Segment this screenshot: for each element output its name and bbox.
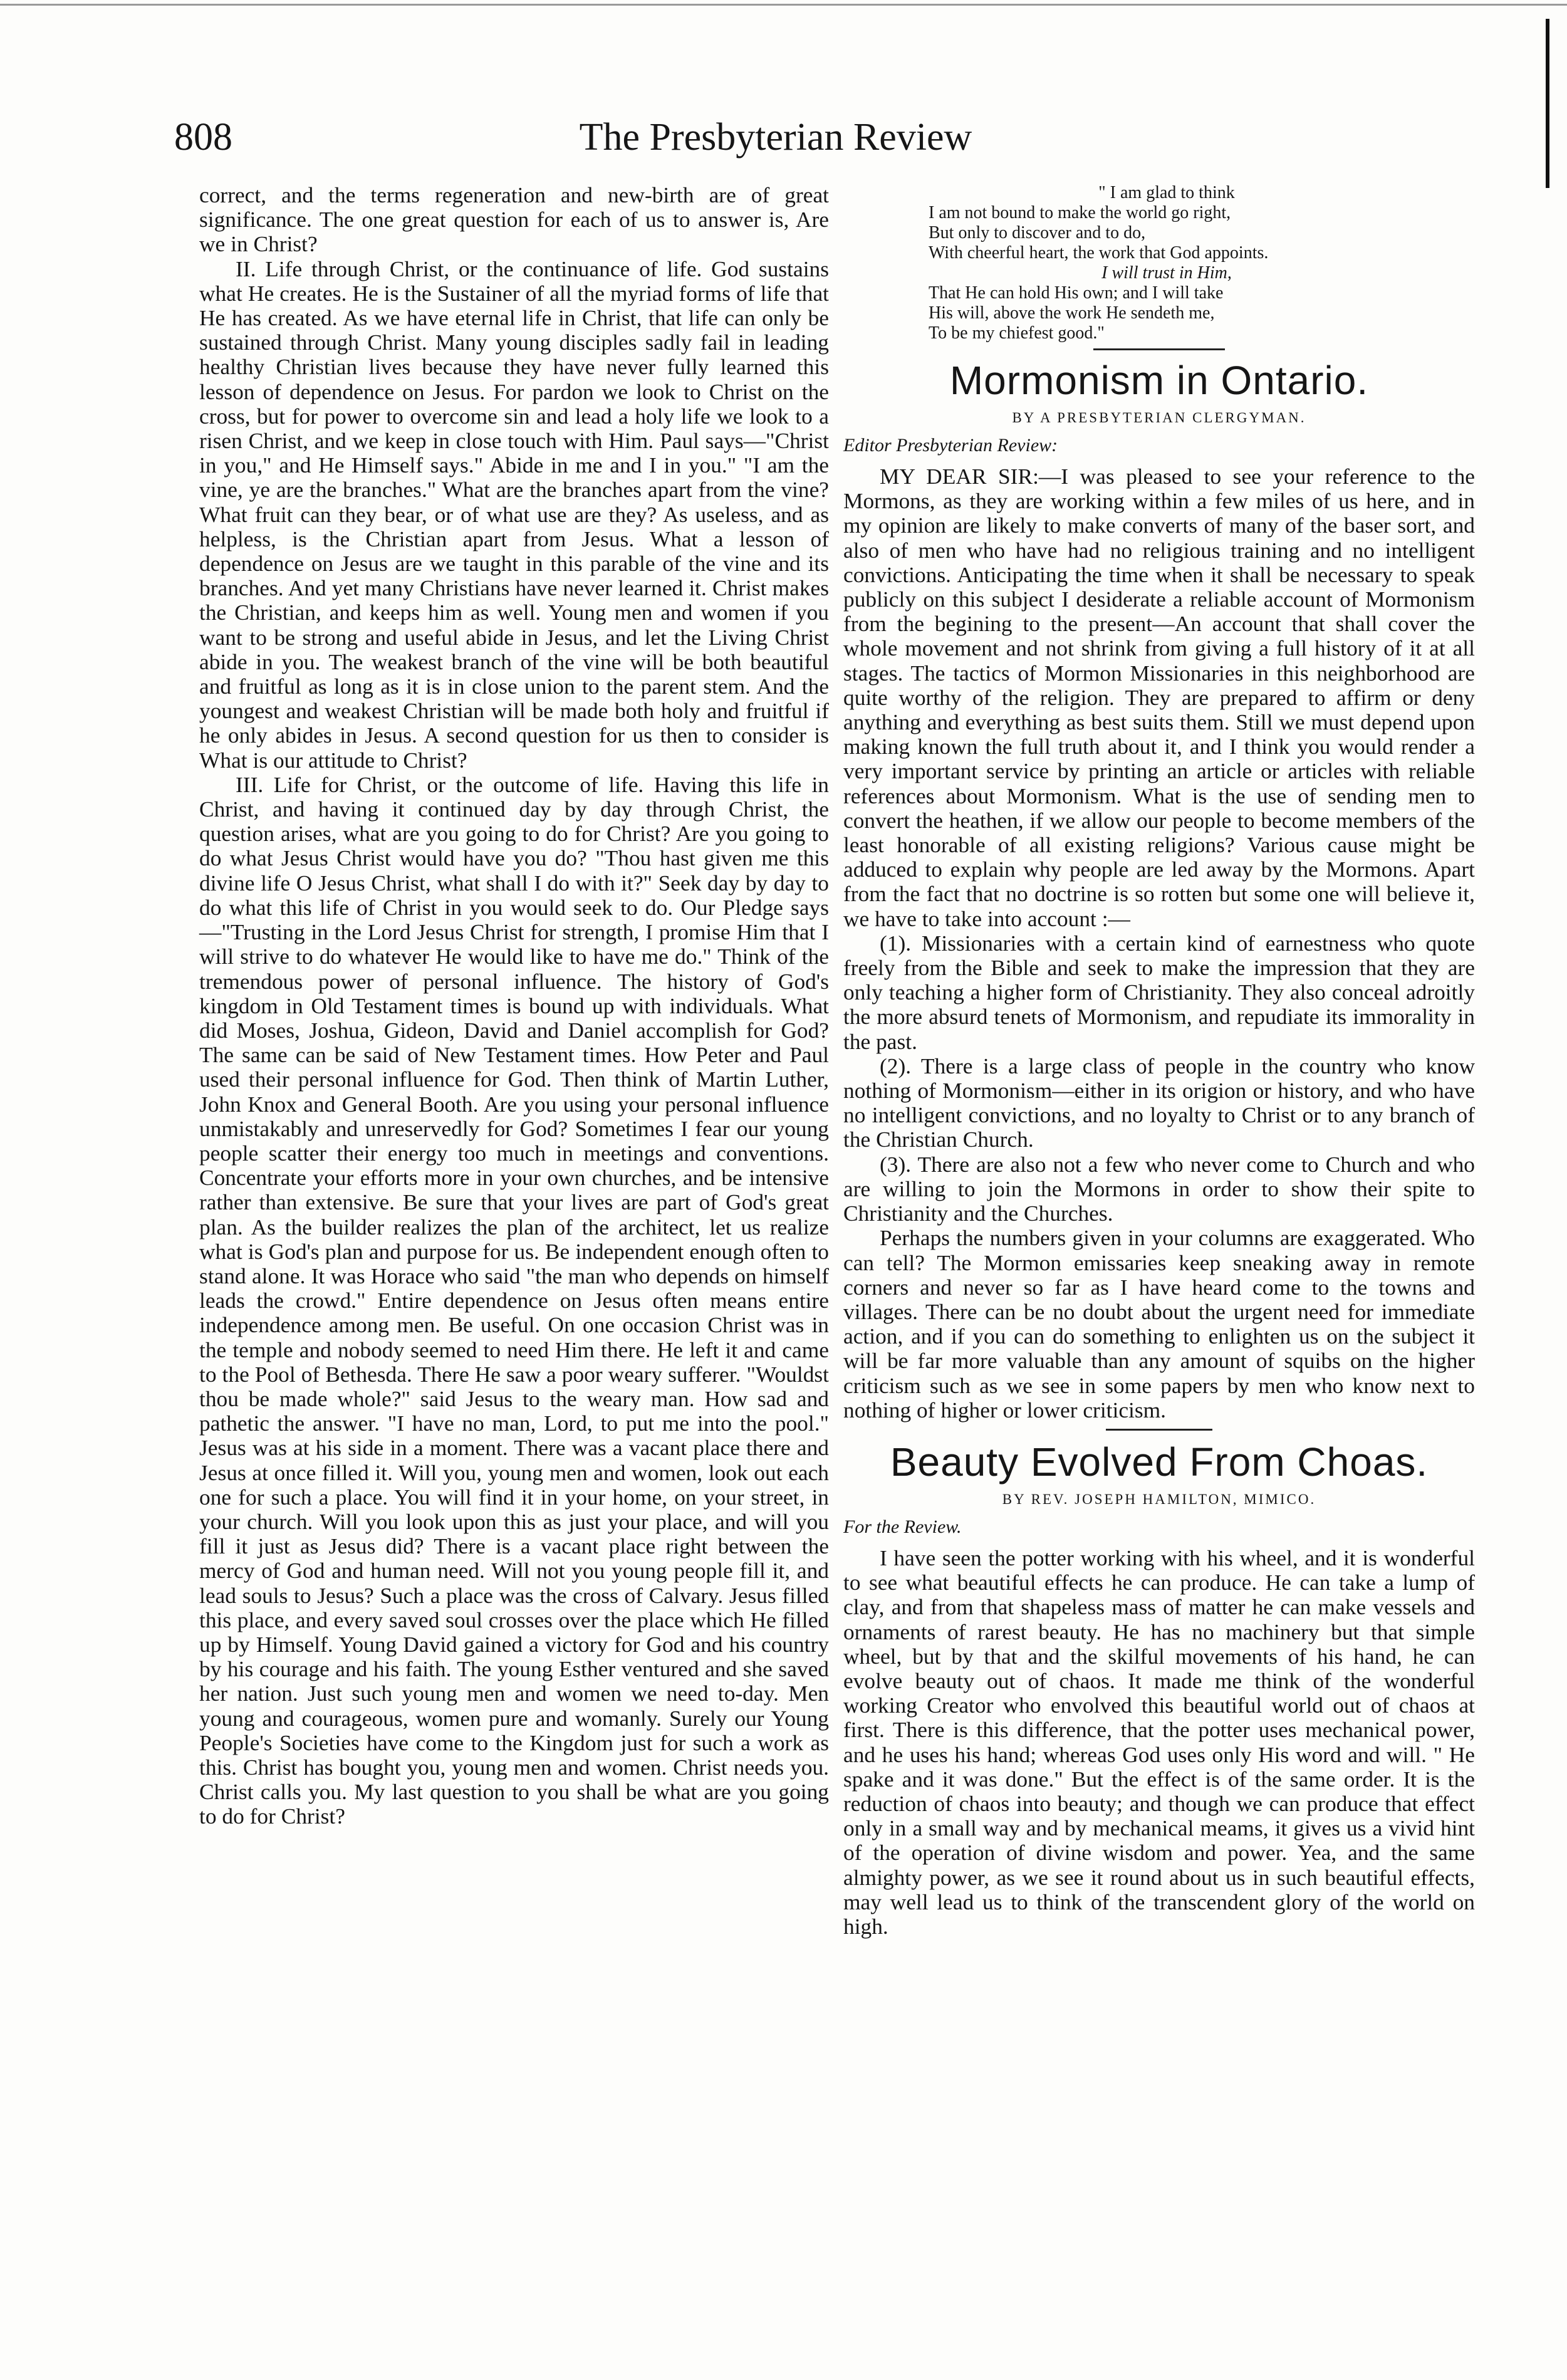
salutation: MY DEAR SIR	[880, 464, 1033, 489]
mormonism-paragraph-1-text: :—I was pleased to see your reference to the Mormons, as they are working within a few miles of us here, and in my opinion are likely to make converts of many of the baser sort, and also of men who have had no religious training and no intelligent convictions. Anticipating the time when it shall be necessary to speak publicly on this subject I desiderate a reliable account of Mormonism from the begining to the present—An account that shall cover the whole movement and not shrink from giving a full history of it at all stages. The tactics of Mormon Missionaries in this neighborhood are quite worthy of the religion. They are prepared to affirm or deny anything and everything as best suits them. Still we must depend upon making known the full truth about it, and I think you would render a very important service by printing an article or articles with reliable references about Mormonism. What is the use of sending men to convert the heathen, if we allow our people to become members of the least honorable of all existing religions? Various cause might be adduced to explain why people are led away by the Mormons. Apart from the fact that no doctrine is so rotten but some one will believe it, we have to take into account :—	[843, 464, 1475, 931]
mormonism-paragraph-5: Perhaps the numbers given in your columns are exaggerated. Who can tell? The Mormon emissaries keep sneaking away in remote corners and never so far as I have heard come to the towns and villages. There can be no doubt about the urgent need for immediate action, and if you can do something to enlighten us on the subject it will be far more valuable than any amount of squibs on the higher criticism such as we see in some papers by men who know next to nothing of higher or lower criticism.	[843, 1225, 1475, 1422]
journal-title: The Presbyterian Review	[579, 116, 972, 159]
poem-quote	[929, 183, 1405, 343]
mormonism-paragraph-2: (1). Missionaries with a certain kind of earnestness who quote freely from the Bible and seek to make the impression that they are only teaching a higher form of Christianity. They also conceal adroitly the more absurd tenets of Mormonism, and repudiate its immorality in the past.	[843, 930, 1475, 1054]
poem-line: I will trust in Him,	[1101, 263, 1232, 283]
page-header	[174, 112, 1377, 172]
left-paragraph-1: correct, and the terms regeneration and new-birth are of great significance. The one great question for each of us to answer is, Are we in Christ?	[199, 182, 829, 257]
poem-line: " I am glad to think	[1098, 183, 1235, 202]
article-byline-beauty: BY REV. JOSEPH HAMILTON, MIMICO.	[1002, 1491, 1316, 1507]
for-review-line: For the Review.	[843, 1516, 962, 1537]
page-number: 808	[174, 116, 232, 159]
poem-line: That He can hold His own; and I will take	[929, 283, 1224, 303]
section-divider	[1093, 348, 1225, 350]
section-divider	[1106, 1429, 1212, 1431]
article-title-beauty: Beauty Evolved From Choas.	[890, 1439, 1429, 1485]
beauty-paragraph-1: I have seen the potter working with his wheel, and it is wonderful to see what beautiful effects he can produce. He can take a lump of clay, and from that shapeless mass of matter he can make vessels and ornaments of rarest beauty. He has no machinery but that simple wheel, but by that and the skilful movements of his hand, he can evolve beauty out of chaos. It made me think of the wonderful working Creator who envolved this beautiful world out of chaos at first. There is this difference, that the potter uses mechanical power, and he uses his hand; whereas God uses only His word and will. " He spake and it was done." But the effect is of the same order. It is the reduction of chaos into beauty; and though we can produce that effect only in a small way and by mechanical meams, it gives us a vivid hint of the operation of divine wisdom and power. Yea, and the same almighty power, as we see it round about us in such beautiful effects, may well lead us to think of the transcendent glory of the world on high.	[843, 1545, 1475, 1939]
left-column	[199, 183, 829, 1829]
article-title-mormonism: Mormonism in Ontario.	[949, 358, 1369, 403]
poem-line: I am not bound to make the world go right,	[929, 203, 1231, 222]
poem-line: With cheerful heart, the work that God appoints.	[929, 243, 1269, 263]
left-paragraph-2: II. Life through Christ, or the continuance of life. God sustains what He creates. He is the Sustainer of all the myriad forms of life that He has created. As we have eternal life in Christ, that life can only be sustained through Christ. Many young disciples sadly fail in leading healthy Christian lives because they have never fully learned this lesson of dependence on Jesus. For pardon we look to Christ on the cross, but for power to overcome sin and lead a holy life we look to a risen Christ, and we keep in close touch with Him. Paul says—"Christ in you," and He Himself says." Abide in me and I in you." "I am the vine, ye are the branches." What are the branches apart from the vine? What fruit can they bear, or of what use are they? As useless, and as helpless, is the Christian apart from Jesus. What a lesson of dependence on Jesus are we taught in this parable of the vine and its branches. And yet many Christians have never learned it. Christ makes the Christian, and keeps him as well. Young men and women if you want to be strong and useful abide in Jesus, and let the Living Christ abide in you. The weakest branch of the vine will be both beautiful and fruitful as long as it is in close union to the parent stem. And the youngest and weakest Christian will be made both holy and fruitful if he only abides in Jesus. A second question for us then to consider is What is our attitude to Christ?	[199, 256, 829, 773]
left-paragraph-3: III. Life for Christ, or the outcome of life. Having this life in Christ, and having it continued day by day through Christ, the question arises, what are you going to do for Christ? Are you going to do what Jesus Christ would have you do? "Thou hast given me this divine life O Jesus Christ, what shall I do with it?" Seek day by day to do what this life of Christ in you would seek to do. Our Pledge says—"Trusting in the Lord Jesus Christ for strength, I promise Him that I will strive to do whatever He would like to have me do." Think of the tremendous power of personal influence. The history of God's kingdom in Old Testament times is bound up with individuals. What did Moses, Joshua, Gideon, David and Daniel accomplish for God? The same can be said of New Testament times. How Peter and Paul used their personal influence for God. Then think of Martin Luther, John Knox and General Booth. Are you using your personal influence unmistakably and unreservedly for God? Sometimes I fear our young people scatter their energy too much in meetings and conventions. Concentrate your efforts more in your own churches, and be intensive rather than extensive. Be sure that your lives are part of God's great plan. As the builder realizes the plan of the architect, let us realize what is God's plan and purpose for us. Be independent enough often to stand alone. It was Horace who said "the man who depends on himself leads the crowd." Entire dependence on Jesus often means entire independence among men. Be useful. On one occasion Christ was in the temple and nobody seemed to need Him there. He left it and came to the Pool of Bethesda. There He saw a poor weary sufferer. "Wouldst thou be made whole?" said Jesus to the weary man. How sad and pathetic the answer. "I have no man, Lord, to put me into the pool." Jesus was at his side in a moment. There was a vacant place there and Jesus at once filled it. Will you, young men and women, look out each one for such a place. You will find it in your home, on your street, in your church. Will you look upon this as just your place, and will you fill it just as Jesus did? There is a vacant place right between the mercy of God and human need. Will not you young people fill it, and lead souls to Jesus? Such a place was the cross of Calvary. Jesus filled this place, and every saved soul crosses over the place which He filled up by Himself. Young David gained a victory for God and his country by his courage and his faith. The young Esther ventured and she saved her nation. Just such young men and women we need to-day. Men young and courageous, women pure and womanly. Surely our Young People's Societies have come to the Kingdom just for such a work as this. Christ has bought you, young men and women. Christ needs you. Christ calls you. My last question to you shall be what are you going to do for Christ?	[199, 771, 829, 1829]
top-rule	[0, 4, 1567, 6]
mormonism-paragraph-1	[843, 464, 1475, 931]
mormonism-paragraph-3: (2). There is a large class of people in the country who know nothing of Mormonism—either in its origion or history, and who have no intelligent convictions, and no loyalty to Christ or to any branch of the Christian Church.	[843, 1053, 1475, 1152]
poem-line: His will, above the work He sendeth me,	[929, 303, 1215, 323]
scan-edge-bar	[1546, 19, 1549, 188]
article-byline-mormonism: BY A PRESBYTERIAN CLERGYMAN.	[1012, 410, 1306, 425]
editor-line: Editor Presbyterian Review:	[843, 435, 1058, 456]
mormonism-paragraph-4: (3). There are also not a few who never come to Church and who are willing to join the Mormons in order to show their spite to Christianity and the Churches.	[843, 1151, 1475, 1226]
poem-line: To be my chiefest good."	[929, 323, 1105, 343]
right-column	[843, 183, 1475, 1939]
poem-line: But only to discover and to do,	[929, 223, 1146, 243]
